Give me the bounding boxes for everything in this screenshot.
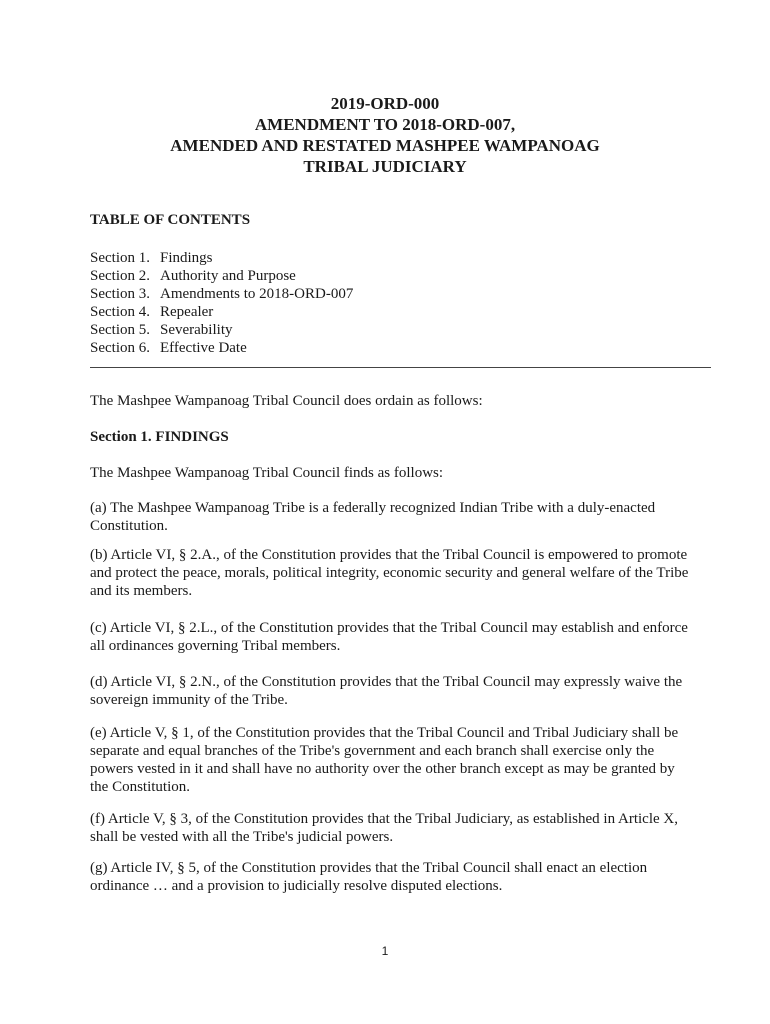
toc-section-number: Section 4. [90, 304, 150, 320]
toc-section-label: Authority and Purpose [160, 268, 296, 284]
toc-item [90, 303, 353, 321]
finding-d: (d) Article VI, § 2.N., of the Constitution provides that the Tribal Council may expressly waive the sovereign immunity of the Tribe. [90, 674, 683, 708]
ordinance-name: AMENDED AND RESTATED MASHPEE WAMPANOAG [170, 136, 600, 155]
toc-section-number: Section 2. [90, 268, 150, 284]
amendment-title: AMENDMENT TO 2018-ORD-007, [254, 115, 516, 134]
toc-section-label: Amendments to 2018-ORD-007 [160, 286, 354, 302]
finding-e: (e) Article V, § 1, of the Constitution provides that the Tribal Council and Tribal Judiciary shall be separate and equal branches of the Tribe's government and each branch shall exercise only the powers vested in it and shall have no authority over the other branch except as may be granted by the Constitution. [90, 725, 679, 795]
finding-g: (g) Article IV, § 5, of the Constitution provides that the Tribal Council shall enact an election ordinance … and a provision to judicially resolve disputed elections. [90, 860, 648, 894]
ordain-statement: The Mashpee Wampanoag Tribal Council does ordain as follows: [90, 393, 483, 409]
toc-section-label: Findings [160, 250, 213, 266]
horizontal-divider [90, 367, 711, 368]
section-1-heading: Section 1. FINDINGS [90, 429, 229, 445]
findings-intro: The Mashpee Wampanoag Tribal Council finds as follows: [90, 465, 444, 481]
toc-item [90, 249, 353, 267]
document-title [60, 93, 710, 177]
toc-item [90, 321, 353, 339]
ordinance-name-cont: TRIBAL JUDICIARY [303, 157, 467, 176]
toc-item [90, 267, 353, 285]
finding-a: (a) The Mashpee Wampanoag Tribe is a federally recognized Indian Tribe with a duly-enacted Constitution. [90, 500, 656, 534]
toc-heading: TABLE OF CONTENTS [90, 212, 251, 228]
finding-b: (b) Article VI, § 2.A., of the Constitution provides that the Tribal Council is empowered to promote and protect the peace, morals, political integrity, economic security and general welfare of the Tribe and its members. [90, 547, 689, 599]
table-of-contents [90, 249, 353, 357]
ordinance-number: 2019-ORD-000 [330, 94, 440, 113]
toc-section-label: Severability [160, 322, 233, 338]
toc-section-label: Effective Date [160, 340, 247, 356]
page-number: 1 [381, 944, 389, 958]
toc-section-number: Section 6. [90, 340, 150, 356]
toc-section-number: Section 5. [90, 322, 150, 338]
toc-section-number: Section 3. [90, 286, 150, 302]
finding-c: (c) Article VI, § 2.L., of the Constitution provides that the Tribal Council may establish and enforce all ordinances governing Tribal members. [90, 620, 688, 654]
toc-item [90, 339, 353, 357]
toc-section-number: Section 1. [90, 250, 150, 266]
toc-section-label: Repealer [160, 304, 214, 320]
finding-f: (f) Article V, § 3, of the Constitution provides that the Tribal Judiciary, as established in Article X, shall be vested with all the Tribe's judicial powers. [90, 811, 678, 845]
toc-item [90, 285, 353, 303]
